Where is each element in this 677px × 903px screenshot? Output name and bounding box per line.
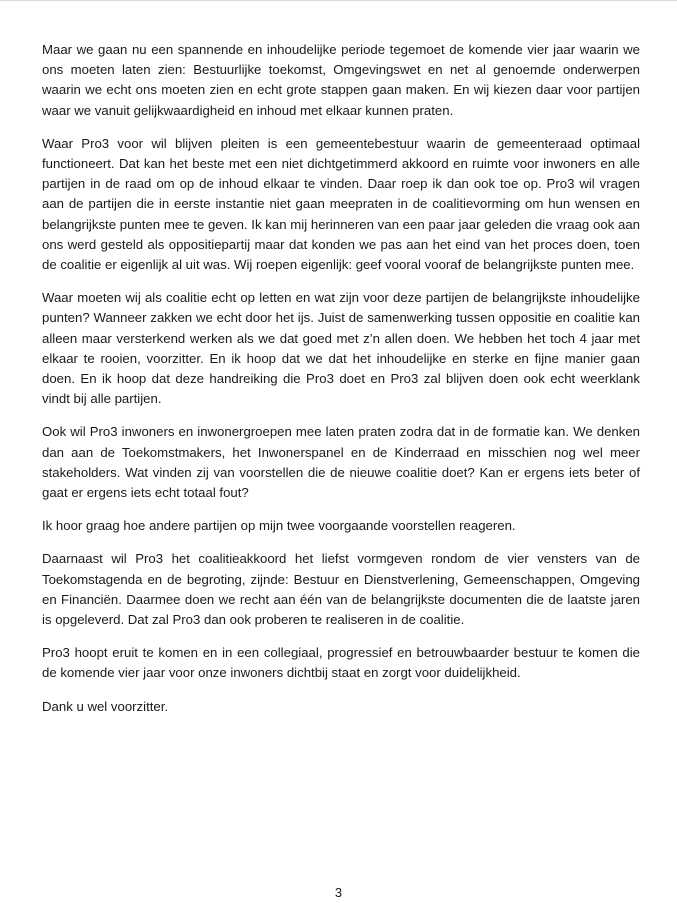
page-number: 3 bbox=[334, 885, 343, 900]
paragraph: Dank u wel voorzitter. bbox=[42, 698, 169, 714]
document-page bbox=[42, 40, 640, 730]
paragraph: Waar Pro3 voor wil blijven pleiten is een gemeentebestuur waarin de gemeenteraad optimaal functioneert. Dat kan het beste met een niet dichtgetimmerd akkoord en ruimte voor inwoners en alle partijen in de raad om op de inhoud elkaar te vinden. Daar roep ik dan ook toe op. Pro3 wil vragen aan de partijen die in eerste instantie niet gaan meepraten in de coalitievorming om hun wensen en belangrijkste punten mee te geven. Ik kan mij herinneren van een paar jaar geleden die vraag ook aan ons werd gesteld als oppositiepartij maar dat konden we pas aan het eind van het proces doen, toen de coalitie er eigenlijk al uit was. Wij roepen eigenlijk: geef vooral vooraf de belangrijkste punten mee. bbox=[42, 135, 640, 273]
paragraph: Daarnaast wil Pro3 het coalitieakkoord het liefst vormgeven rondom de vier vensters van de Toekomstagenda en de begroting, zijnde: Bestuur en Dienstverlening, Gemeenschappen, Omgeving en Financiën. Daarmee doen we recht aan één van de belangrijkste documenten die de laatste jaren is opgeleverd. Dat zal Pro3 dan ook proberen te realiseren in de coalitie. bbox=[42, 551, 640, 628]
paragraph: Pro3 hoopt eruit te komen en in een collegiaal, progressief en betrouwbaarder bestuur te komen die de komende vier jaar voor onze inwoners dichtbij staat en zorgt voor duidelijkheid. bbox=[42, 645, 640, 681]
page-top-edge bbox=[0, 0, 677, 1]
paragraph: Maar we gaan nu een spannende en inhoudelijke periode tegemoet de komende vier jaar waarin we ons moeten laten zien: Bestuurlijke toekomst, Omgevingswet en net al genoemde onderwerpen waarin we echt ons moeten zien en echt grote stappen gaan maken. En wij kiezen daar voor partijen waar we vanuit gelijkwaardigheid en inhoud met elkaar kunnen praten. bbox=[42, 42, 640, 118]
paragraph: Ook wil Pro3 inwoners en inwonergroepen mee laten praten zodra dat in de formatie kan. We denken dan aan de Toekomstmakers, het Inwonerspanel en de Kinderraad en misschien nog wel meer stakeholders. Wat vinden zij van voorstellen die de nieuwe coalitie doet? Kan er ergens iets beter of gaat er ergens iets echt totaal fout? bbox=[42, 424, 640, 501]
paragraph: Ik hoor graag hoe andere partijen op mijn twee voorgaande voorstellen reageren. bbox=[42, 518, 516, 534]
paragraph: Waar moeten wij als coalitie echt op letten en wat zijn voor deze partijen de belangrijkste inhoudelijke punten? Wanneer zakken we echt door het ijs. Juist de samenwerking tussen oppositie en coalitie kan alleen maar versterkend werken als we dat goed met z’n allen doen. We hebben het toch 4 jaar met elkaar te rooien, voorzitter. En ik hoop dat we dat het inhoudelijke en sterke en fijne manier gaan doen. En ik hoop dat deze handreiking die Pro3 doet en Pro3 zal blijven doen ook echt weerklank vindt bij alle partijen. bbox=[42, 290, 640, 407]
